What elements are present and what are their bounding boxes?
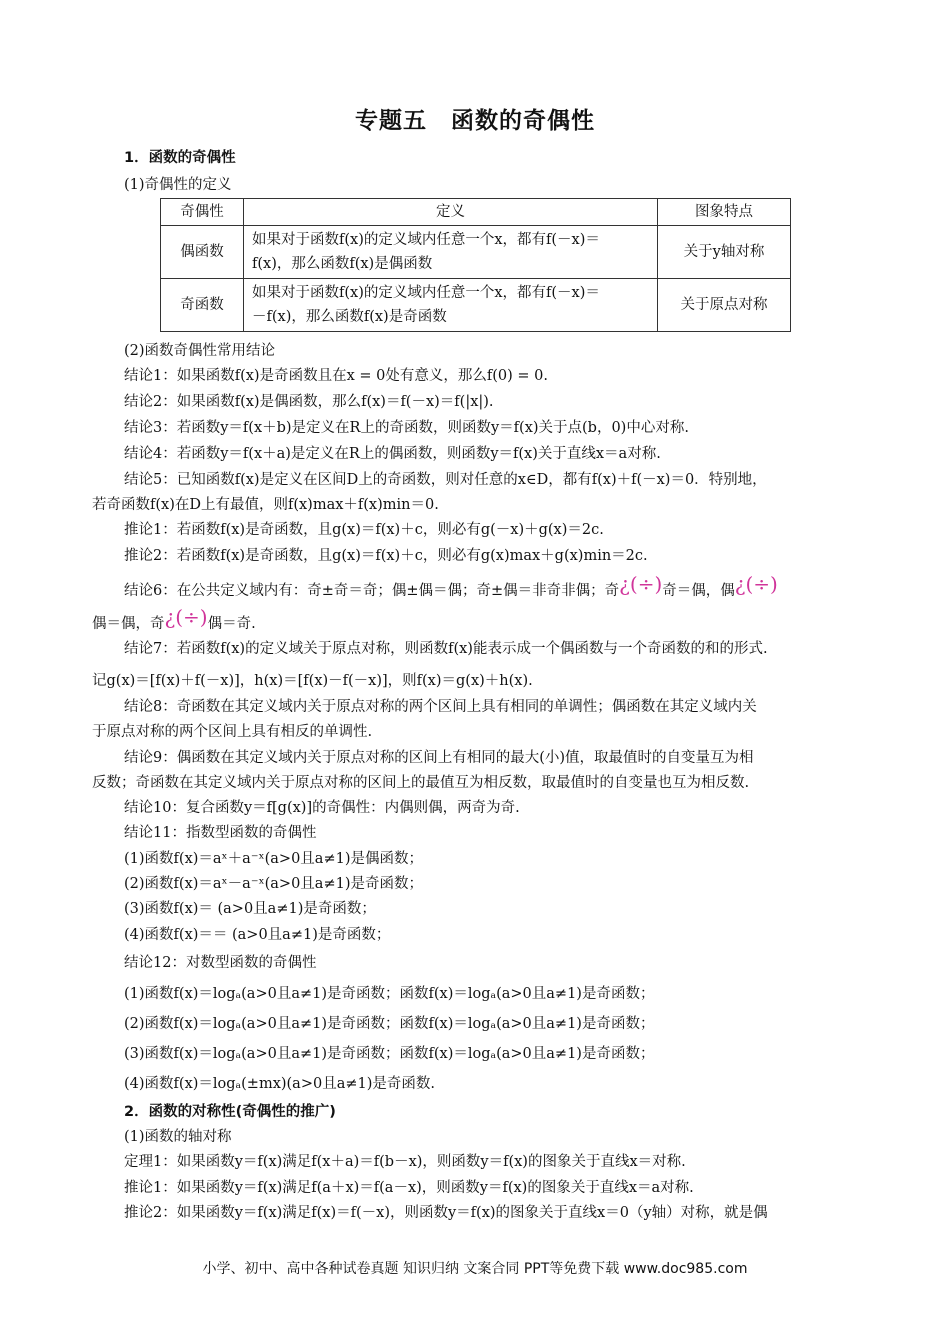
section-heading-symmetry [0,1102,950,1122]
table-cell-feature: 关于y轴对称 [658,226,791,279]
conclusion-line: 结论5：已知函数f(x)是定义在区间D上的奇函数，则对任意的x∈D，都有f(x)＋f(－x)＝0．特别地， [124,472,767,488]
conclusion-line: 结论12：对数型函数的奇偶性 [124,955,317,971]
conclusion-6-text: 偶＝偶，奇 [92,616,165,632]
conclusion-line: 结论9：偶函数在其定义域内关于原点对称的区间上有相同的最大(小)值，取最值时的自变量互为相 [124,750,754,766]
corollary-line: 推论2：若函数f(x)是奇函数，且g(x)＝f(x)＋c，则必有g(x)max＋g(x)min＝2c. [124,548,648,564]
conclusion-line: 结论2：如果函数f(x)是偶函数，那么f(x)＝f(－x)＝f(|x|). [124,394,494,410]
table-cell-definition [244,226,658,279]
parity-definition-table [160,198,791,332]
conclusion-line: (2)函数f(x)＝aˣ－a⁻ˣ(a>0且a≠1)是奇函数； [124,876,423,892]
conclusion-line: 反数；奇函数在其定义域内关于原点对称的区间上的最值互为相反数，取最值时的自变量也互为相反数. [92,775,750,791]
conclusion-6-line [0,572,950,601]
conclusion-line: 结论7：若函数f(x)的定义域关于原点对称，则函数f(x)能表示成一个偶函数与一个奇函数的和的形式. [124,641,768,657]
conclusion-line: (4)函数f(x)＝logₐ(±mx)(a>0且a≠1)是奇函数. [124,1076,435,1092]
table-cell-feature: 关于原点对称 [658,279,791,332]
subheading-definition: (1)奇偶性的定义 [124,177,232,193]
conclusion-line: (2)函数f(x)＝logₐ(a>0且a≠1)是奇函数；函数f(x)＝logₐ(a>0且a≠1)是奇函数； [124,1016,655,1032]
conclusion-line: 于原点对称的两个区间上具有相反的单调性. [92,724,373,740]
definition-line: －f(x)，那么函数f(x)是奇函数 [252,309,447,325]
conclusion-line: (4)函数f(x)＝＝ (a>0且a≠1)是奇函数； [124,927,391,943]
conclusion-6-line [0,605,950,634]
table-row [161,226,791,279]
corollary-line: 推论2：如果函数y＝f(x)满足f(x)＝f(－x)，则函数y＝f(x)的图象关于直线x＝0（y轴）对称，就是偶 [124,1205,768,1221]
page-title: 专题五 函数的奇偶性 [355,108,595,134]
conclusion-line: 结论1：如果函数f(x)是奇函数且在x = 0处有意义，那么f(0) = 0. [124,368,548,384]
division-glyph-icon: ¿(÷) [734,572,778,596]
conclusion-line: (3)函数f(x)＝ (a>0且a≠1)是奇函数； [124,901,376,917]
corollary-line: 推论1：若函数f(x)是奇函数，且g(x)＝f(x)＋c，则必有g(－x)＋g(x)＝2c. [124,522,604,538]
conclusion-line: 若奇函数f(x)在D上有最值，则f(x)max＋f(x)min＝0. [92,497,439,513]
table-header-cell: 图象特点 [658,199,791,226]
conclusion-line: (3)函数f(x)＝logₐ(a>0且a≠1)是奇函数；函数f(x)＝logₐ(a>0且a≠1)是奇函数； [124,1046,655,1062]
conclusion-line: 结论3：若函数y＝f(x＋b)是定义在R上的奇函数，则函数y＝f(x)关于点(b，0)中心对称. [124,420,689,436]
section-heading-parity: 1．函数的奇偶性 [124,150,236,166]
table-row [161,279,791,332]
subheading-conclusions: (2)函数奇偶性常用结论 [124,343,276,359]
conclusion-line: 结论8：奇函数在其定义域内关于原点对称的两个区间上具有相同的单调性；偶函数在其定义域内关 [124,699,757,715]
conclusion-line: (1)函数f(x)＝aˣ＋a⁻ˣ(a>0且a≠1)是偶函数； [124,851,423,867]
definition-line: 如果对于函数f(x)的定义域内任意一个x，都有f(－x)＝ [252,285,600,301]
table-header-cell: 定义 [244,199,658,226]
table-header-cell: 奇偶性 [161,199,244,226]
definition-line: 如果对于函数f(x)的定义域内任意一个x，都有f(－x)＝ [252,232,600,248]
conclusion-line: 结论4：若函数y＝f(x＋a)是定义在R上的偶函数，则函数y＝f(x)关于直线x＝a对称. [124,446,661,462]
theorem-line: 定理1：如果函数y＝f(x)满足f(x＋a)＝f(b－x)，则函数y＝f(x)的图象关于直线x＝对称. [124,1154,686,1170]
corollary-line: 推论1：如果函数y＝f(x)满足f(a＋x)＝f(a－x)，则函数y＝f(x)的图象关于直线x＝a对称. [124,1180,694,1196]
division-glyph-icon: ¿(÷) [164,605,208,629]
table-cell-type: 奇函数 [161,279,244,332]
definition-line: f(x)，那么函数f(x)是偶函数 [252,256,433,272]
subheading-axis-symmetry: (1)函数的轴对称 [124,1129,232,1145]
conclusion-line: (1)函数f(x)＝logₐ(a>0且a≠1)是奇函数；函数f(x)＝logₐ(a>0且a≠1)是奇函数； [124,986,655,1002]
section-heading-text: 2．函数的对称性(奇偶性的推广) [124,1104,336,1120]
conclusion-line: 结论11：指数型函数的奇偶性 [124,825,317,841]
conclusion-6-text: 奇＝偶，偶 [662,583,735,599]
conclusion-6-text: 偶＝奇. [207,616,256,632]
page-footer: 小学、初中、高中各种试卷真题 知识归纳 文案合同 PPT等免费下载 www.doc985.com [202,1261,748,1277]
conclusion-6-text: 结论6：在公共定义域内有：奇±奇＝奇；偶±偶＝偶；奇±偶＝非奇非偶；奇 [124,583,620,599]
table-header-row [161,199,791,226]
table-cell-type: 偶函数 [161,226,244,279]
conclusion-line: 记g(x)＝[f(x)＋f(－x)]，h(x)＝[f(x)－f(－x)]，则f(x)＝g(x)＋h(x). [92,673,533,689]
table-cell-definition [244,279,658,332]
division-glyph-icon: ¿(÷) [619,572,663,596]
conclusion-line: 结论10：复合函数y＝f[g(x)]的奇偶性：内偶则偶，两奇为奇. [124,800,520,816]
